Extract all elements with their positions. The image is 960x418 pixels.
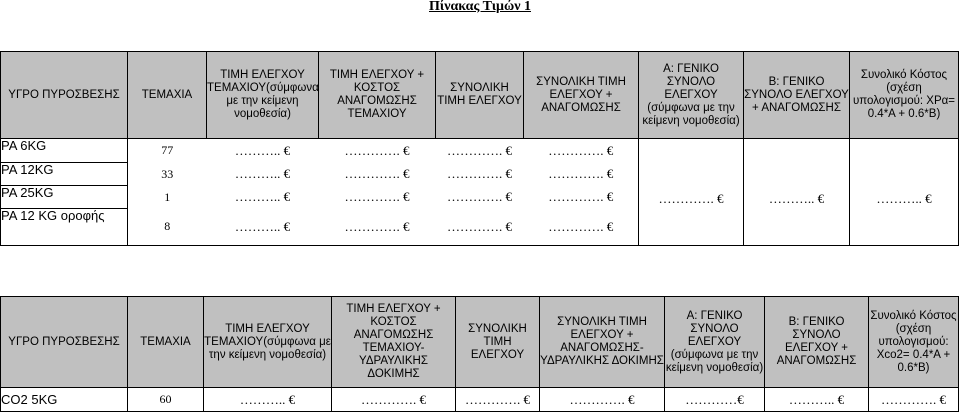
price-blank: …………. € bbox=[344, 189, 410, 204]
total-cost-blank: ……….. € bbox=[850, 139, 959, 246]
price-blank: …………. € bbox=[524, 139, 639, 163]
row-label: PA 25KG bbox=[1, 186, 128, 209]
price-blank: ……….. € bbox=[234, 166, 291, 181]
total-a-blank: …………€ bbox=[665, 388, 765, 412]
row-quantity: 60 bbox=[128, 388, 204, 412]
price-blank: …………. € bbox=[524, 163, 639, 186]
header-cell: ΣΥΝΟΛΙΚΗ ΤΙΜΗ ΕΛΕΓΧΟΥ bbox=[436, 52, 524, 139]
price-blank: …………. € bbox=[524, 209, 639, 246]
header-cell: Β: ΓΕΝΙΚΟ ΣΥΝΟΛΟ ΕΛΕΓΧΟΥ + ΑΝΑΓΟΜΩΣΗΣ bbox=[744, 52, 850, 139]
header-cell: ΤΕΜΑΧΙΑ bbox=[128, 52, 207, 139]
header-cell: Συνολικό Κόστος (σχέση υπολογισμού: ΧΡα= 0.4*Α + 0.6*Β) bbox=[850, 52, 959, 139]
table-header-row bbox=[1, 297, 959, 388]
header-cell: Α: ΓΕΝΙΚΟ ΣΥΝΟΛΟ ΕΛΕΓΧΟΥ (σύμφωνα με την κείμενη νομοθεσία) bbox=[639, 52, 744, 139]
total-b-blank: ……….. € bbox=[744, 139, 850, 246]
header-cell: ΤΕΜΑΧΙΑ bbox=[128, 297, 204, 388]
price-blank: …………. € bbox=[436, 209, 524, 246]
price-blank: …………. € bbox=[524, 186, 639, 209]
header-cell: ΥΓΡΟ ΠΥΡΟΣΒΕΣΗΣ bbox=[1, 297, 128, 388]
row-label: PA 12KG bbox=[1, 163, 128, 186]
price-blank: ……….. € bbox=[207, 209, 319, 246]
total-a-blank: …………. € bbox=[639, 139, 744, 246]
price-blank: …………. € bbox=[344, 166, 410, 181]
table-header-row bbox=[1, 52, 959, 139]
header-cell: ΥΓΡΟ ΠΥΡΟΣΒΕΣΗΣ bbox=[1, 52, 128, 139]
page-title: Πίνακας Τιμών 1 bbox=[429, 0, 531, 14]
price-blank: …………. € bbox=[344, 142, 410, 158]
header-cell: Β: ΓΕΝΙΚΟ ΣΥΝΟΛΟ ΕΛΕΓΧΟΥ + ΑΝΑΓΟΜΩΣΗΣ bbox=[765, 297, 869, 388]
price-blank: …………. € bbox=[332, 388, 456, 412]
table-row bbox=[1, 388, 959, 412]
header-cell: ΤΙΜΗ ΕΛΕΓΧΟΥ + ΚΟΣΤΟΣ ΑΝΑΓΟΜΩΣΗΣ ΤΕΜΑΧΙΟΥ- ΥΔΡΑΥΛΙΚΗΣ ΔΟΚΙΜΗΣ bbox=[332, 297, 456, 388]
row-quantity: 77 bbox=[161, 143, 174, 158]
row-label: PA 12 KG οροφής bbox=[1, 209, 128, 246]
header-cell: ΤΙΜΗ ΕΛΕΓΧΟΥ ΤΕΜΑΧΙΟΥ(σύμφωνα με την κείμενη νομοθεσία) bbox=[204, 297, 332, 388]
price-table-extinguishers bbox=[0, 51, 959, 246]
header-cell: ΤΙΜΗ ΕΛΕΓΧΟΥ + ΚΟΣΤΟΣ ΑΝΑΓΟΜΩΣΗΣ ΤΕΜΑΧΙΟΥ bbox=[319, 52, 436, 139]
row-label: PA 6KG bbox=[1, 139, 128, 163]
header-cell: ΣΥΝΟΛΙΚΗ ΤΙΜΗ ΕΛΕΓΧΟΥ bbox=[456, 297, 540, 388]
price-blank: ……….. € bbox=[234, 142, 291, 158]
header-cell: Α: ΓΕΝΙΚΟ ΣΥΝΟΛΟ ΕΛΕΓΧΟΥ (σύμφωνα με την κείμενη νομοθεσία) bbox=[665, 297, 765, 388]
header-cell: Συνολικό Κόστος (σχέση υπολογισμού: Χco2= 0.4*Α + 0.6*Β) bbox=[869, 297, 959, 388]
price-blank: …………. € bbox=[540, 388, 665, 412]
price-blank: …………. € bbox=[447, 142, 512, 158]
price-blank: …………. € bbox=[447, 166, 512, 181]
row-quantity: 1 bbox=[164, 189, 171, 204]
header-cell: ΣΥΝΟΛΙΚΗ ΤΙΜΗ ΕΛΕΓΧΟΥ + ΑΝΑΓΟΜΩΣΗΣ bbox=[524, 52, 639, 139]
price-blank: ……….. € bbox=[204, 388, 332, 412]
table-row bbox=[1, 139, 959, 163]
price-blank: ……….. € bbox=[234, 189, 291, 204]
header-cell: ΣΥΝΟΛΙΚΗ ΤΙΜΗ ΕΛΕΓΧΟΥ + ΑΝΑΓΟΜΩΣΗΣ- ΥΔΡΑΥΛΙΚΗΣ ΔΟΚΙΜΗΣ bbox=[540, 297, 665, 388]
price-blank: …………. € bbox=[447, 189, 512, 204]
row-quantity: 8 bbox=[128, 209, 207, 246]
row-label: CO2 5KG bbox=[1, 388, 128, 412]
total-b-blank: ……….. € bbox=[765, 388, 869, 412]
price-table-co2 bbox=[0, 296, 959, 412]
price-blank: …………. € bbox=[319, 209, 436, 246]
header-cell: ΤΙΜΗ ΕΛΕΓΧΟΥ ΤΕΜΑΧΙΟΥ(σύμφωνα με την κείμενη νομοθεσία) bbox=[207, 52, 319, 139]
row-quantity: 33 bbox=[161, 166, 174, 181]
price-blank: …………. € bbox=[456, 388, 540, 412]
total-cost-blank: …………. € bbox=[869, 388, 959, 412]
